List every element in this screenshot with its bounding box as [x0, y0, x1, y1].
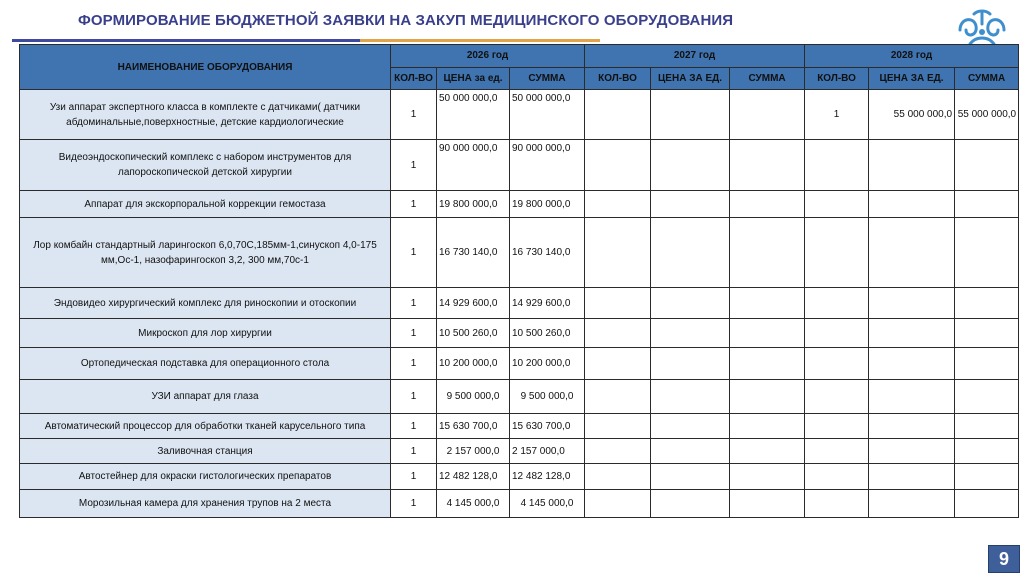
- price-2027: [651, 288, 730, 319]
- year-2028-header: 2028 год: [805, 45, 1019, 68]
- sum-2028: [955, 140, 1019, 191]
- sum-2027: [730, 288, 805, 319]
- qty-2028: 1: [805, 90, 869, 140]
- equipment-name: Аппарат для экскорпоральной коррекции гемостаза: [20, 191, 391, 218]
- price-2027: [651, 380, 730, 414]
- price-2027: [651, 319, 730, 348]
- sum-2028: [955, 288, 1019, 319]
- equipment-name: Лор комбайн стандартный ларингоскоп 6,0,70С,185мм-1,синускоп 4,0-175 мм,Ос-1, назофарингоскоп 3,2, 300 мм,70с-1: [20, 218, 391, 288]
- price-2026: 12 482 128,0: [437, 464, 510, 490]
- sum-2027: [730, 348, 805, 380]
- sum-2026: 50 000 000,0: [510, 90, 585, 140]
- sum-2028: [955, 218, 1019, 288]
- price-2026-header: ЦЕНА за ед.: [437, 67, 510, 90]
- sum-2027-header: СУММА: [730, 67, 805, 90]
- qty-2027: [585, 218, 651, 288]
- price-2028: [869, 191, 955, 218]
- price-2027: [651, 490, 730, 518]
- qty-2028: [805, 191, 869, 218]
- sum-2026: 2 157 000,0: [510, 439, 585, 464]
- price-2027: [651, 414, 730, 439]
- table-row: [20, 90, 1019, 140]
- qty-2027: [585, 439, 651, 464]
- table-row: [20, 380, 1019, 414]
- price-2027: [651, 140, 730, 191]
- price-2027-header: ЦЕНА ЗА ЕД.: [651, 67, 730, 90]
- qty-2026-header: КОЛ-ВО: [391, 67, 437, 90]
- sum-2026: 19 800 000,0: [510, 191, 585, 218]
- equipment-name: Автоматический процессор для обработки тканей карусельного типа: [20, 414, 391, 439]
- price-2026: 90 000 000,0: [437, 140, 510, 191]
- sum-2027: [730, 414, 805, 439]
- table-row: [20, 490, 1019, 518]
- qty-2028: [805, 218, 869, 288]
- sum-2026: 9 500 000,0: [510, 380, 585, 414]
- qty-2028: [805, 288, 869, 319]
- table-row: [20, 191, 1019, 218]
- qty-2027: [585, 348, 651, 380]
- equipment-name: Ортопедическая подставка для операционного стола: [20, 348, 391, 380]
- price-2028: [869, 439, 955, 464]
- qty-2026: 1: [391, 490, 437, 518]
- budget-table: [19, 44, 1019, 518]
- qty-2028-header: КОЛ-ВО: [805, 67, 869, 90]
- price-2026: 2 157 000,0: [437, 439, 510, 464]
- price-2028: [869, 464, 955, 490]
- qty-2026: 1: [391, 380, 437, 414]
- qty-2026: 1: [391, 464, 437, 490]
- equipment-name: Эндовидео хирургический комплекс для риноскопии и отоскопии: [20, 288, 391, 319]
- qty-2026: 1: [391, 191, 437, 218]
- sum-2026: 14 929 600,0: [510, 288, 585, 319]
- qty-2027: [585, 140, 651, 191]
- sum-2027: [730, 140, 805, 191]
- qty-2027: [585, 464, 651, 490]
- qty-2027: [585, 90, 651, 140]
- sum-2027: [730, 319, 805, 348]
- price-2027: [651, 191, 730, 218]
- sum-2026: 90 000 000,0: [510, 140, 585, 191]
- price-2028: [869, 414, 955, 439]
- qty-2028: [805, 439, 869, 464]
- sum-2027: [730, 380, 805, 414]
- equipment-name: Узи аппарат экспертного класса в комплекте с датчиками( датчики абдоминальные,поверхностные, детские кардиологические: [20, 90, 391, 140]
- price-2026: 50 000 000,0: [437, 90, 510, 140]
- qty-2027: [585, 191, 651, 218]
- price-2028: [869, 319, 955, 348]
- price-2028-header: ЦЕНА ЗА ЕД.: [869, 67, 955, 90]
- price-2026: 19 800 000,0: [437, 191, 510, 218]
- page-number-badge: 9: [988, 545, 1020, 573]
- price-2026: 16 730 140,0: [437, 218, 510, 288]
- qty-2026: 1: [391, 288, 437, 319]
- equipment-name: Микроскоп для лор хирургии: [20, 319, 391, 348]
- qty-2028: [805, 414, 869, 439]
- sum-2027: [730, 490, 805, 518]
- qty-2028: [805, 490, 869, 518]
- table-row: [20, 140, 1019, 191]
- price-2028: [869, 490, 955, 518]
- sum-2028: [955, 464, 1019, 490]
- qty-2026: 1: [391, 348, 437, 380]
- table-row: [20, 218, 1019, 288]
- year-2026-header: 2026 год: [391, 45, 585, 68]
- price-2026: 15 630 700,0: [437, 414, 510, 439]
- price-2028: 55 000 000,0: [869, 90, 955, 140]
- equipment-name: УЗИ аппарат для глаза: [20, 380, 391, 414]
- qty-2027: [585, 288, 651, 319]
- sum-2027: [730, 464, 805, 490]
- sum-2027: [730, 90, 805, 140]
- sum-2026: 16 730 140,0: [510, 218, 585, 288]
- sum-2027: [730, 218, 805, 288]
- qty-2026: 1: [391, 218, 437, 288]
- qty-2027: [585, 490, 651, 518]
- page-title: ФОРМИРОВАНИЕ БЮДЖЕТНОЙ ЗАЯВКИ НА ЗАКУП МЕДИЦИНСКОГО ОБОРУДОВАНИЯ: [78, 12, 734, 29]
- name-column-header: НАИМЕНОВАНИЕ ОБОРУДОВАНИЯ: [20, 45, 391, 90]
- table-row: [20, 464, 1019, 490]
- price-2028: [869, 288, 955, 319]
- sum-2028: [955, 380, 1019, 414]
- price-2026: 9 500 000,0: [437, 380, 510, 414]
- sum-2028: [955, 348, 1019, 380]
- year-2027-header: 2027 год: [585, 45, 805, 68]
- sum-2027: [730, 191, 805, 218]
- price-2027: [651, 218, 730, 288]
- equipment-name: Автостейнер для окраски гистологических препаратов: [20, 464, 391, 490]
- price-2028: [869, 348, 955, 380]
- sum-2026-header: СУММА: [510, 67, 585, 90]
- equipment-name: Морозильная камера для хранения трупов на 2 места: [20, 490, 391, 518]
- price-2028: [869, 380, 955, 414]
- qty-2026: 1: [391, 414, 437, 439]
- qty-2028: [805, 348, 869, 380]
- table-row: [20, 439, 1019, 464]
- qty-2026: 1: [391, 140, 437, 191]
- table-row: [20, 319, 1019, 348]
- title-underline-accent: [360, 39, 600, 42]
- sum-2028-header: СУММА: [955, 67, 1019, 90]
- qty-2028: [805, 319, 869, 348]
- sum-2028: [955, 319, 1019, 348]
- qty-2027: [585, 414, 651, 439]
- price-2028: [869, 140, 955, 191]
- qty-2026: 1: [391, 439, 437, 464]
- equipment-name: Видеоэндоскопический комплекс с набором инструментов для лапороскопической детской хирургии: [20, 140, 391, 191]
- price-2027: [651, 464, 730, 490]
- qty-2026: 1: [391, 319, 437, 348]
- table-row: [20, 348, 1019, 380]
- sum-2026: 4 145 000,0: [510, 490, 585, 518]
- qty-2026: 1: [391, 90, 437, 140]
- sum-2028: 55 000 000,0: [955, 90, 1019, 140]
- qty-2027: [585, 319, 651, 348]
- sum-2028: [955, 439, 1019, 464]
- price-2026: 4 145 000,0: [437, 490, 510, 518]
- qty-2028: [805, 464, 869, 490]
- sum-2026: 12 482 128,0: [510, 464, 585, 490]
- sum-2026: 10 200 000,0: [510, 348, 585, 380]
- qty-2028: [805, 380, 869, 414]
- price-2027: [651, 348, 730, 380]
- table-row: [20, 288, 1019, 319]
- price-2026: 14 929 600,0: [437, 288, 510, 319]
- sum-2026: 10 500 260,0: [510, 319, 585, 348]
- qty-2027: [585, 380, 651, 414]
- price-2026: 10 200 000,0: [437, 348, 510, 380]
- sum-2027: [730, 439, 805, 464]
- sum-2028: [955, 191, 1019, 218]
- sum-2026: 15 630 700,0: [510, 414, 585, 439]
- price-2027: [651, 439, 730, 464]
- price-2028: [869, 218, 955, 288]
- price-2027: [651, 90, 730, 140]
- qty-2028: [805, 140, 869, 191]
- sum-2028: [955, 414, 1019, 439]
- table-row: [20, 414, 1019, 439]
- equipment-name: Заливочная станция: [20, 439, 391, 464]
- price-2026: 10 500 260,0: [437, 319, 510, 348]
- sum-2028: [955, 490, 1019, 518]
- qty-2027-header: КОЛ-ВО: [585, 67, 651, 90]
